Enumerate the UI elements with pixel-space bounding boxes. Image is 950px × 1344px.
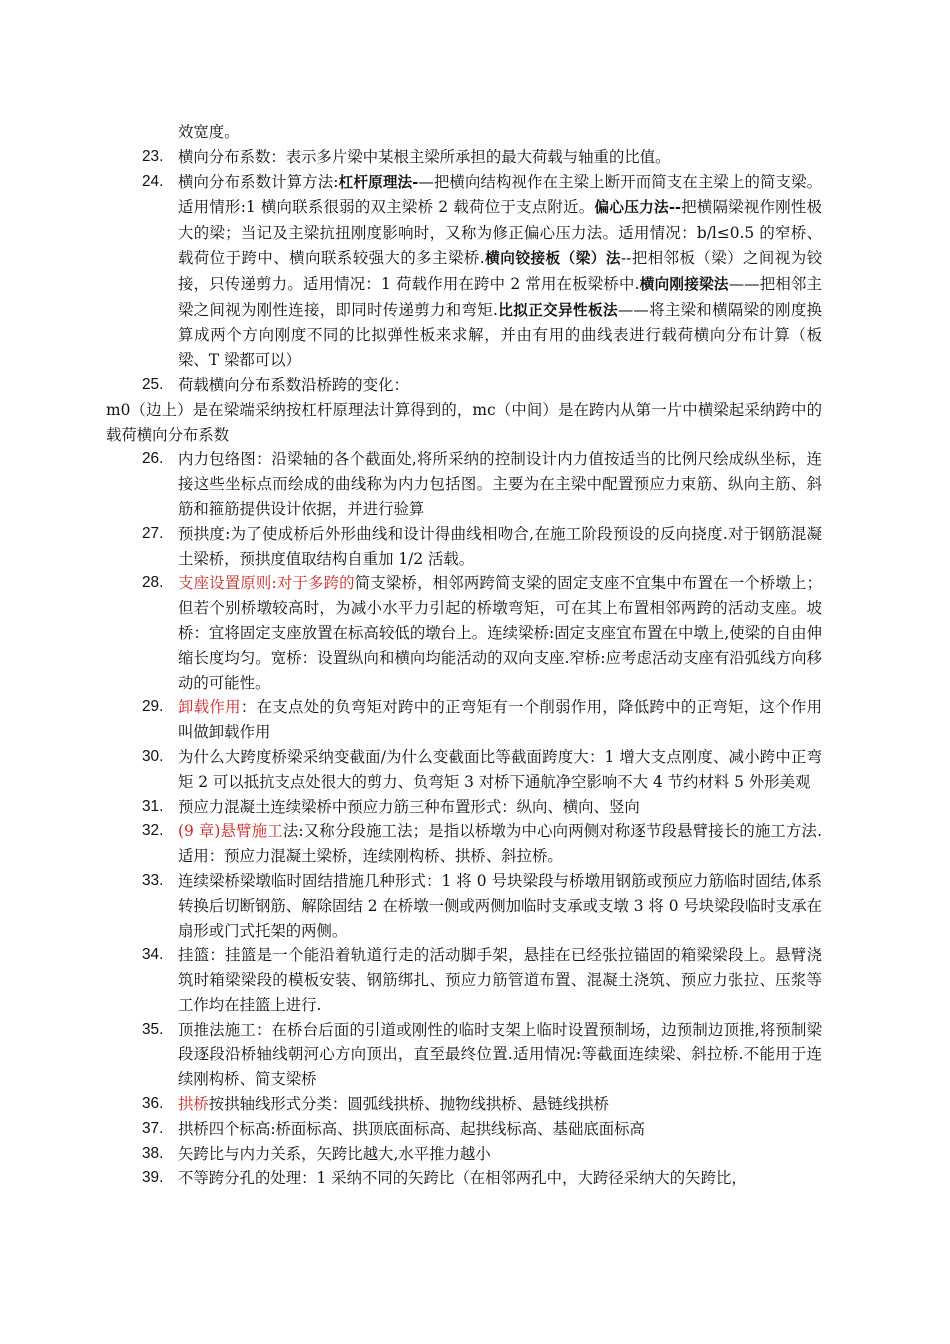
list-item-number: 33. — [142, 871, 164, 889]
bold-term: 横向刚接梁法 — [639, 275, 729, 293]
highlighted-term: 卸载作用 — [178, 698, 241, 717]
list-item — [142, 1142, 822, 1167]
text-segment: 按拱轴线形式分类：圆弧线拱桥、抛物线拱桥、悬链线拱桥 — [208, 1095, 609, 1114]
list-item-text — [178, 145, 822, 170]
list-item-number: 31. — [142, 797, 164, 815]
list-item — [142, 170, 822, 373]
text-segment: 预拱度:为了使成桥后外形曲线和设计得曲线相吻合,在施工阶段预设的反向挠度.对于钢筋混凝土梁桥，预拱度值取结构自重加 1/2 活载。 — [178, 524, 822, 568]
list-item-text — [178, 1166, 822, 1191]
list-item — [142, 145, 822, 170]
plain-paragraph: m0（边上）是在梁端采纳按杠杆原理法计算得到的，mc（中间）是在跨内从第一片中横梁起采纳跨中的载荷横向分布系数 — [106, 400, 822, 444]
text-segment: 预应力混凝土连续梁桥中预应力筋三种布置形式：纵向、横向、竖向 — [178, 797, 640, 816]
text-segment: 矢跨比与内力关系，矢跨比越大,水平推力越小 — [178, 1144, 491, 1163]
text-segment: 连续梁桥梁墩临时固结措施几种形式：1 将 0 号块梁段与桥墩用钢筋或预应力筋临时固结,体系转换后切断钢筋、解除固结 2 在桥墩一侧或两侧加临时支承或支墩 3 将 0 号块梁段临时支承在扇形或门式托架的两侧。 — [178, 871, 822, 940]
document-body — [106, 120, 823, 1191]
list-item-number: 23. — [142, 147, 164, 165]
list-item-text — [178, 819, 822, 869]
list-item-text — [178, 943, 822, 1017]
text-segment: 横向分布系数计算方法: — [178, 172, 339, 191]
text-segment: 不等跨分孔的处理：1 采纳不同的矢跨比（在相邻两孔中，大跨径采纳大的矢跨比， — [178, 1169, 747, 1188]
text-segment: 法:又称分段施工法；是指以桥墩为中心向两侧对称逐节段悬臂接长的施工方法.适用：预应力混凝土梁桥，连续刚构桥、拱桥、斜拉桥。 — [178, 822, 822, 866]
highlighted-term: 拱桥 — [178, 1095, 209, 1114]
list-item-text — [178, 695, 822, 745]
text-segment: 为什么大跨度桥梁采纳变截面/为什么变截面比等截面跨度大：1 增大支点刚度、减小跨中正弯矩 2 可以抵抗支点处很大的剪力、负弯矩 3 对桥下通航净空影响不大 4 节约材料 5 外形美观 — [178, 747, 822, 791]
text-segment: 顶推法施工：在桥台后面的引道或刚性的临时支架上临时设置预制场，边预制边顶推,将预制梁段逐段沿桥轴线朝河心方向顶出，直至最终位置.适用情况:等截面连续梁、斜拉桥.不能用于连续刚构桥、简支梁桥 — [178, 1020, 822, 1089]
list-item-text — [178, 1117, 822, 1142]
list-item-number: 30. — [142, 747, 164, 765]
list-item-number: 36. — [142, 1095, 164, 1113]
list-item-number: 35. — [142, 1020, 164, 1038]
text-segment: —把横向结构视作在主梁上断开而简支在主梁上的简支梁。适用情形:1 横向联系很弱的双主梁桥 2 载荷位于支点附近。 — [178, 172, 822, 217]
text-segment: 简支梁桥，相邻两跨简支梁的固定支座不宜集中布置在一个桥墩上；但若个别桥墩较高时，为减小水平力引起的桥墩弯矩，可在其上布置相邻两跨的活动支座。坡桥：宜将固定支座放置在标高较低的墩台上。连续梁桥:固定支座宜布置在中墩上,使梁的自由伸缩长度均匀。宽桥：设置纵向和横向均能活动的双向支座.窄桥:应考虑活动支座有沿弧线方向移动的可能性。 — [178, 574, 823, 692]
list-item-number: 39. — [142, 1169, 164, 1187]
list-item-number: 34. — [142, 946, 164, 964]
list-item — [142, 1092, 822, 1117]
text-segment: 把横隔梁视作刚性极大的梁；当记及主梁抗扭刚度影响时，又称为修正偏心压力法。适用情况：b/l≤0.5 的窄桥、载荷位于跨中、横向联系较强大的多主梁桥. — [178, 198, 822, 267]
bold-term: 横向铰接板（梁）法 — [484, 249, 621, 267]
list-item — [142, 1018, 822, 1092]
list-item-text — [178, 869, 822, 943]
list-item-number: 29. — [142, 698, 164, 716]
list-item-text — [178, 1142, 822, 1167]
list-item-text — [178, 522, 822, 572]
list-item-text — [178, 795, 822, 820]
list-item-number: 38. — [142, 1144, 164, 1162]
continued-paragraph: 效宽度。 — [178, 123, 240, 141]
list-item-text — [178, 745, 822, 795]
list-item-text — [178, 1018, 822, 1092]
list-item-number: 27. — [142, 524, 164, 542]
list-item — [142, 943, 822, 1017]
list-item — [142, 522, 822, 572]
text-segment: ：在支点处的负弯矩对跨中的正弯矩有一个削弱作用，降低跨中的正弯矩，这个作用叫做卸载作用 — [178, 698, 822, 742]
list-item-text — [178, 571, 822, 695]
bold-term: 偏心压力法-- — [594, 199, 681, 217]
list-item-text — [178, 170, 822, 373]
list-item-number: 37. — [142, 1119, 164, 1137]
text-segment: 内力包络图：沿梁轴的各个截面处,将所采纳的控制设计内力值按适当的比例尺绘成纵坐标，连接这些坐标点而绘成的曲线称为内力包括图。主要为在主梁中配置预应力束筋、纵向主筋、斜筋和箍筋提供设计依据，并进行验算 — [178, 450, 822, 518]
list-item — [142, 1166, 822, 1191]
list-item — [142, 795, 822, 820]
list-item — [142, 447, 822, 521]
list-item-text — [178, 447, 822, 521]
highlighted-term: 支座设置原则:对于多跨的 — [178, 574, 355, 593]
text-segment: --把相邻板（梁）之间视为铰接，只传递剪力。适用情况：1 荷载作用在跨中 2 常用在板梁桥中. — [178, 248, 822, 293]
list-item-number: 32. — [142, 822, 164, 840]
list-item-number: 28. — [142, 574, 164, 592]
highlighted-term: (9 章)悬臂施工 — [178, 822, 283, 841]
list-item — [142, 1117, 822, 1142]
list-item-number: 26. — [142, 450, 164, 468]
list-item — [142, 695, 822, 745]
list-item — [142, 571, 822, 695]
list-item-text — [178, 373, 822, 398]
list-item-number: 24. — [142, 172, 164, 190]
text-segment: ——将主梁和横隔梁的刚度换算成两个方向刚度不同的比拟弹性板来求解，并由有用的曲线表进行载荷横向分布计算（板梁、T 梁都可以） — [178, 300, 822, 370]
list-item — [142, 869, 822, 943]
text-segment: 横向分布系数：表示多片梁中某根主梁所承担的最大荷载与轴重的比值。 — [178, 147, 671, 166]
list-item-number: 25. — [142, 375, 164, 393]
text-segment: 荷载横向分布系数沿桥跨的变化： — [178, 375, 409, 394]
list-item-text — [178, 1092, 822, 1117]
list-item — [142, 819, 822, 869]
text-segment: ——把相邻主梁之间视为刚性连接，即同时传递剪力和弯矩. — [178, 274, 822, 319]
text-segment: 挂篮：挂篮是一个能沿着轨道行走的活动脚手架，悬挂在已经张拉锚固的箱梁梁段上。悬臂浇筑时箱梁梁段的模板安装、钢筋绑扎、预应力筋管道布置、混凝土浇筑、预应力张拉、压浆等工作均在挂篮上进行. — [178, 946, 822, 1014]
bold-term: 比拟正交异性板法 — [497, 301, 618, 319]
text-segment: 拱桥四个标高:桥面标高、拱顶底面标高、起拱线标高、基础底面标高 — [178, 1119, 645, 1138]
list-item — [142, 373, 822, 398]
list-item — [142, 745, 822, 795]
bold-term: 杠杆原理法- — [338, 173, 419, 191]
